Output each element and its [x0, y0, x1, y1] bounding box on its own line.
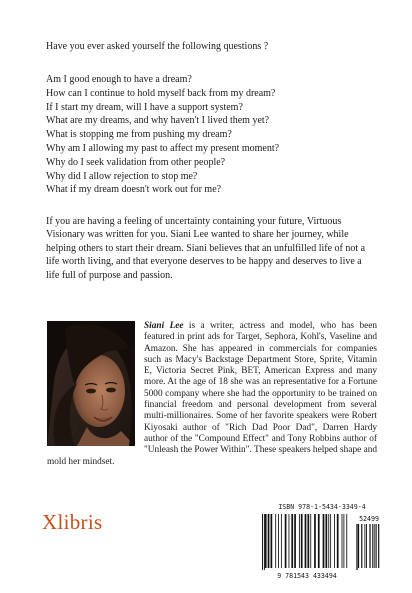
ean-bar: [328, 514, 329, 568]
question-item: What if my dream doesn't work out for me?: [46, 184, 222, 196]
question-item: What is stopping me from pushing my dream?: [46, 129, 232, 141]
ean-number: 9 781543 433494: [277, 572, 337, 580]
ean-bar: [318, 514, 320, 568]
publisher-logo: [42, 510, 102, 535]
question-item: If I start my dream, will I have a support system?: [46, 101, 243, 113]
question-item: What are my dreams, and why haven't I lived them yet?: [46, 115, 270, 127]
price-code: 52499: [359, 515, 379, 523]
author-name: Siani Lee: [144, 321, 184, 331]
ean-bar: [289, 514, 290, 568]
addon-bar: [370, 524, 371, 568]
addon-guard-bar: [356, 524, 357, 570]
publisher-logo-text: Xlibris: [42, 510, 103, 534]
question-item: Am I good enough to have a dream?: [46, 74, 192, 85]
addon-bar: [369, 524, 370, 568]
question-item: Why am I allowing my past to affect my present moment?: [46, 142, 280, 154]
ean-bar: [301, 514, 303, 568]
ean-bar: [310, 514, 311, 568]
ean-bar: [291, 514, 293, 568]
ean-bar: [314, 514, 316, 568]
addon-bar: [364, 524, 365, 568]
ean-bar: [299, 514, 300, 568]
ean-bar: [330, 514, 331, 568]
addon-guard-bar: [357, 524, 358, 570]
ean-bar: [323, 514, 325, 568]
photo-spacer: [47, 321, 144, 446]
book-summary: If you are having a feeling of uncertainty containing your future, Virtuous Visionary was written for you. Siani Lee wanted to share her journey, while helping others to start their dream. Siani believes that an unfulfilled life of not a life worth living, and that everyone deserves to be happy and deserves to live a life full of purpose and passion.: [46, 216, 366, 281]
ean-bar: [342, 514, 343, 568]
intro-line: Have you ever asked yourself the following questions ?: [46, 41, 269, 52]
ean-guard-bar: [264, 514, 265, 570]
ean-bar: [337, 514, 339, 568]
ean-bar: [307, 514, 309, 568]
isbn-barcode: [262, 514, 382, 570]
addon-bar: [358, 524, 359, 568]
ean-bar: [325, 514, 327, 568]
addon-bar: [376, 524, 377, 568]
question-item: Why did I allow rejection to stop me?: [46, 170, 198, 182]
addon-bar: [372, 524, 373, 568]
question-item: How can I continue to hold myself back from my dream?: [46, 87, 276, 99]
addon-bar: [374, 524, 375, 568]
ean-bar: [265, 514, 267, 568]
ean-bar: [285, 514, 287, 568]
question-item: Why do I seek validation from other people?: [46, 156, 226, 168]
addon-bar: [361, 524, 362, 568]
ean-bar: [294, 514, 296, 568]
question-list: [46, 73, 279, 197]
ean-bar: [275, 514, 276, 568]
ean-guard-bar: [262, 514, 263, 570]
ean-bar: [346, 514, 347, 568]
author-bio-tail: Some of her favorite speakers were Robert Kiyosaki author of "Rich Dad Poor Dad", Darren Hardy author of the "Compound Effect" and Tony Robbins author of "Unleash the Power Within". These speakers helped shape and mold her mindset.: [47, 411, 377, 467]
ean-bar: [305, 514, 307, 568]
isbn-label: ISBN 978-1-5434-3349-4: [278, 503, 366, 511]
ean-bar: [334, 514, 335, 568]
addon-bar: [366, 524, 367, 568]
ean-bar: [271, 514, 273, 568]
ean-bar: [343, 514, 344, 568]
ean-bar: [268, 514, 270, 568]
author-bio-text: is a writer, actress and model, who has been featured in print ads for Target, Sephora, Kohl's, Vaseline and Amazon. She has appeared in commercials for companies such as Macy's Backstage Department Store, Sprite, Vitamin E, Victoria Secret Pink, BET, American Express and many more. At the age of 18 she was an representative for a Fortune 5000 company where she had the opportunity to be trained on financial freedom and personal development from several multi-millionaires.: [144, 321, 377, 422]
ean-bar: [278, 514, 279, 568]
author-bio: [47, 321, 377, 468]
ean-bar: [281, 514, 282, 568]
addon-bar: [378, 524, 379, 568]
